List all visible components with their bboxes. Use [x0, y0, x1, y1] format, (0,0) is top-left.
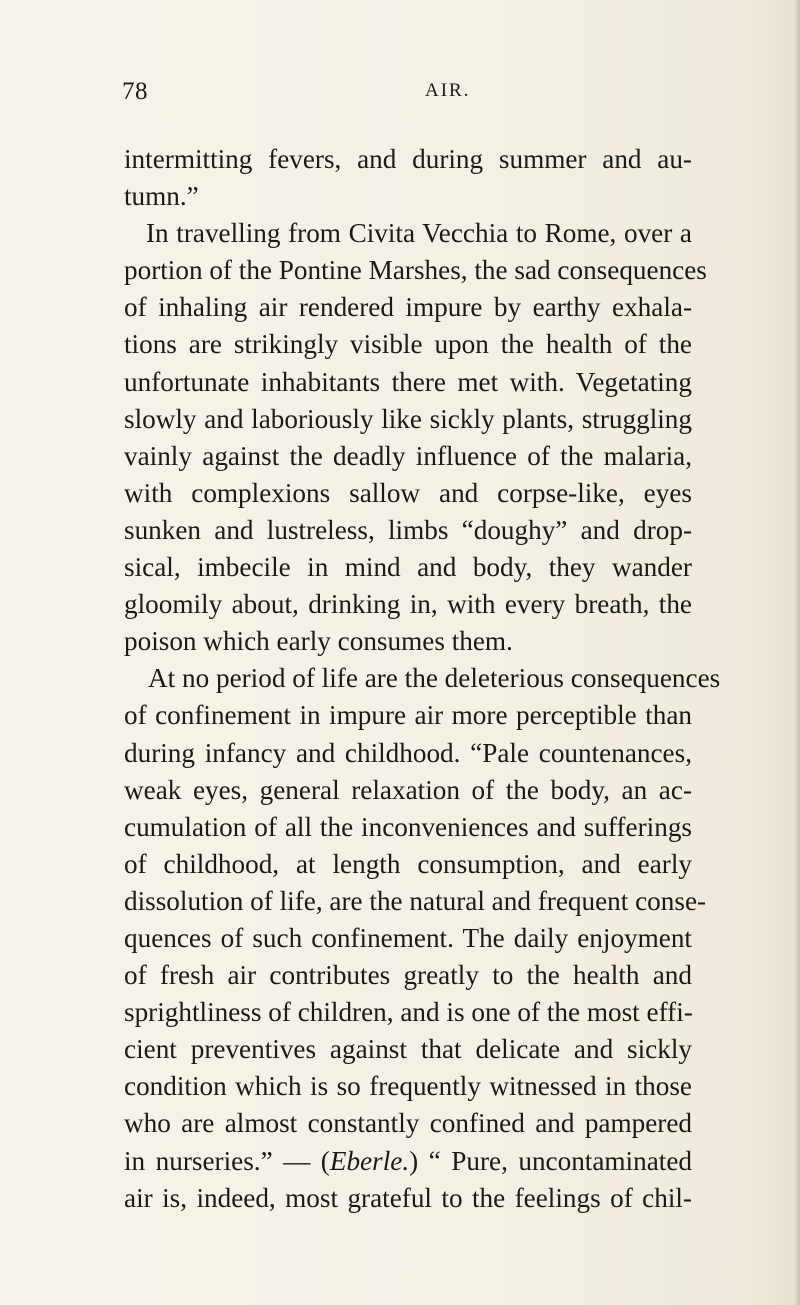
text-line: of childhood, at length consumption, and early — [124, 848, 692, 879]
citation-line — [124, 1143, 692, 1180]
text-line: condition which is so frequently witnessed in those — [124, 1071, 692, 1102]
page-edge-shadow — [794, 0, 800, 1305]
paragraph-start-line: At no period of life are the deleterious consequences — [148, 663, 721, 694]
text-line: sical, imbecile in mind and body, they wander — [124, 552, 692, 583]
text-line: sprightliness of children, and is one of the most effi- — [124, 997, 693, 1028]
text-line: vainly against the deadly influence of the malaria, — [124, 440, 692, 471]
citation-author: Eberle. — [329, 1145, 410, 1176]
text-line: cient preventives against that delicate and sickly — [124, 1034, 692, 1065]
citation-after: ) “ Pure, uncontaminated — [409, 1145, 692, 1176]
running-head — [122, 78, 682, 114]
text-line: cumulation of all the inconveniences and sufferings — [124, 811, 692, 842]
body-text — [124, 141, 721, 1217]
citation-before: in nurseries.” — ( — [124, 1145, 330, 1176]
text-line: dissolution of life, are the natural and frequent conse- — [124, 885, 707, 916]
text-line: during infancy and childhood. “Pale countenances, — [124, 737, 692, 768]
text-line: unfortunate inhabitants there met with. Vegetating — [124, 366, 692, 397]
text-line: tions are strikingly visible upon the health of the — [124, 329, 692, 360]
text-line: weak eyes, general relaxation of the body, an ac- — [124, 774, 692, 805]
text-line: of confinement in impure air more perceptible than — [124, 700, 692, 731]
text-line: of inhaling air rendered impure by earthy exhala- — [124, 292, 692, 323]
text-line: poison which early consumes them. — [124, 626, 513, 657]
text-line: quences of such confinement. The daily enjoyment — [124, 922, 692, 953]
text-line: slowly and laboriously like sickly plants, struggling — [124, 403, 692, 434]
text-line: who are almost constantly confined and pampered — [124, 1108, 692, 1139]
text-line: portion of the Pontine Marshes, the sad consequences — [124, 255, 707, 286]
text-line: gloomily about, drinking in, with every breath, the — [124, 589, 692, 620]
text-line: sunken and lustreless, limbs “doughy” and drop- — [124, 514, 692, 545]
text-line: of fresh air contributes greatly to the health and — [124, 960, 692, 991]
text-line: with complexions sallow and corpse-like, eyes — [124, 477, 692, 508]
text-line: air is, indeed, most grateful to the feelings of chil- — [124, 1182, 692, 1213]
text-line: tumn.” — [124, 181, 199, 212]
running-title: AIR. — [425, 80, 471, 101]
paragraph-start-line: In travelling from Civita Vecchia to Rome, over a — [146, 218, 692, 249]
text-line: intermitting fevers, and during summer and au- — [124, 144, 692, 174]
page-number: 78 — [122, 78, 148, 105]
